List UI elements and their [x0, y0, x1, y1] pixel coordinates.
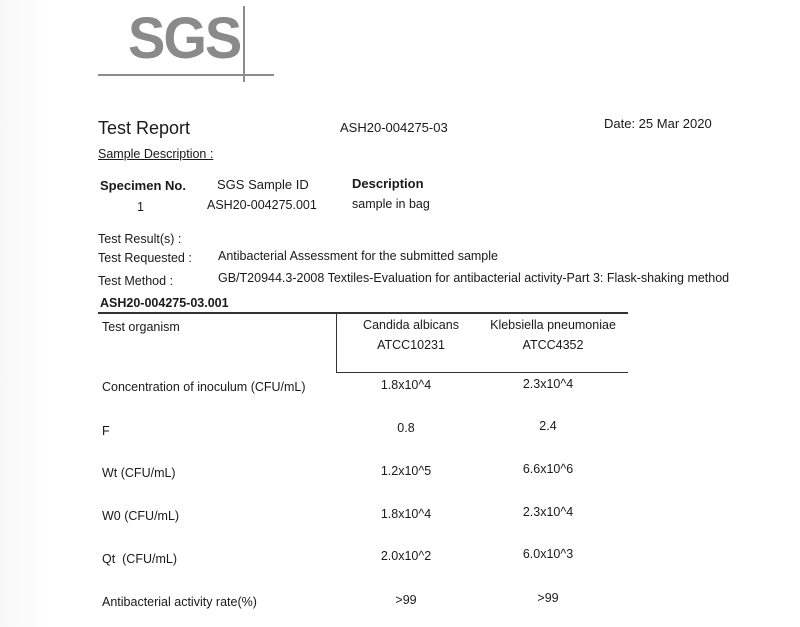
row-value: 0.8	[397, 421, 415, 435]
sgs-sample-id-value: ASH20-004275.001	[207, 198, 317, 212]
description-value: sample in bag	[352, 197, 430, 211]
row-value: 2.4	[539, 419, 557, 433]
row-value: 2.3x10^4	[522, 505, 574, 519]
col-specimen-no: Specimen No.	[100, 178, 186, 193]
organism-2-name: Klebsiella pneumoniae	[490, 318, 616, 332]
row-label: F	[102, 424, 110, 438]
report-number: ASH20-004275-03	[340, 120, 448, 135]
specimen-no-value: 1	[137, 200, 144, 214]
table-top-rule	[98, 312, 628, 314]
sgs-logo: SGS	[128, 4, 241, 71]
col-sgs-sample-id: SGS Sample ID	[217, 177, 309, 192]
test-requested-value: Antibacterial Assessment for the submitted sample	[218, 249, 498, 263]
row-value: 1.8x10^4	[380, 507, 432, 521]
sample-description-label: Sample Description :	[98, 147, 214, 161]
row-label: Qt (CFU/mL)	[102, 552, 177, 566]
row-value: 2.3x10^4	[522, 377, 574, 391]
test-method-label: Test Method :	[98, 274, 174, 288]
table-header-divider	[336, 313, 337, 373]
row-value: 1.8x10^4	[380, 378, 432, 392]
test-requested-label: Test Requested :	[98, 251, 192, 265]
row-label: Concentration of inoculum (CFU/mL)	[102, 380, 306, 394]
result-table-id: ASH20-004275-03.001	[100, 296, 229, 310]
row-value: 6.0x10^3	[522, 547, 574, 561]
row-value: >99	[395, 593, 417, 607]
test-organism-label: Test organism	[102, 320, 180, 334]
test-results-label: Test Result(s) :	[98, 232, 182, 246]
row-label: Wt (CFU/mL)	[102, 466, 176, 480]
organism-1-name: Candida albicans	[363, 318, 459, 332]
row-label: Antibacterial activity rate(%)	[102, 595, 257, 609]
row-value: 1.2x10^5	[380, 464, 432, 478]
organism-1-strain: ATCC10231	[377, 338, 445, 352]
logo-rule-horizontal	[98, 74, 274, 76]
test-method-value: GB/T20944.3-2008 Textiles-Evaluation for antibacterial activity-Part 3: Flask-shaking method	[218, 271, 730, 285]
organism-2-strain: ATCC4352	[522, 338, 584, 352]
logo-rule-vertical	[243, 6, 245, 82]
row-value: 6.6x10^6	[522, 462, 574, 476]
row-value: >99	[537, 591, 559, 605]
report-date: Date: 25 Mar 2020	[604, 116, 712, 131]
row-value: 2.0x10^2	[380, 549, 432, 563]
table-header-rule	[336, 372, 628, 373]
row-label: W0 (CFU/mL)	[102, 509, 180, 523]
report-title: Test Report	[98, 118, 191, 138]
col-description: Description	[352, 176, 424, 191]
